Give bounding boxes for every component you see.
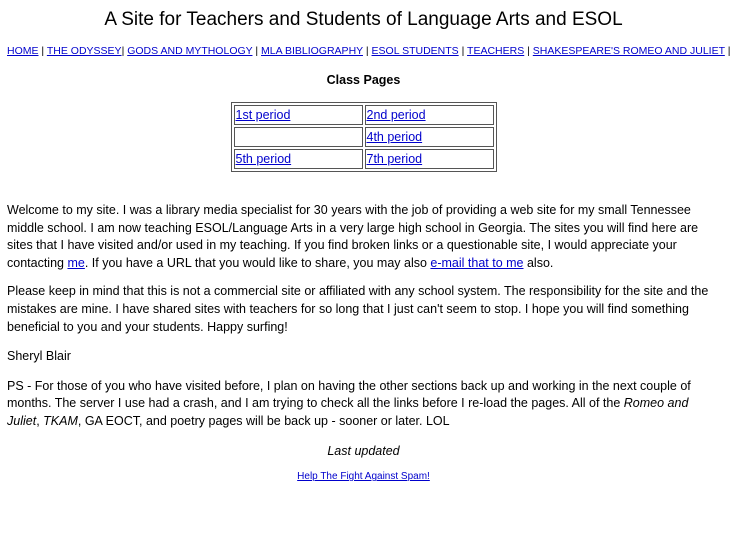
- nav-separator: |: [38, 45, 47, 57]
- period-4-link[interactable]: 4th period: [366, 130, 423, 144]
- welcome-text: Welcome to my site. I was a library media specialist for 30 years with the job of providing a web site for my small Tennessee middle school. I am now teaching ESOL/Language Arts in a very large high school in Georgia. The sites you will find here are sites that I have visited and/or used in my teaching. If you find broken links or a questionable site, I would appreciate your contacting: [7, 203, 699, 270]
- nav-mla-bibliography-link[interactable]: MLA BIBLIOGRAPHY: [261, 45, 363, 57]
- nav-separator: |: [524, 45, 533, 57]
- page-title: A Site for Teachers and Students of Language Arts and ESOL: [104, 9, 623, 30]
- welcome-text: . If you have a URL that you would like to share, you may also: [84, 255, 431, 270]
- table-cell: [234, 149, 363, 169]
- signature: Sheryl Blair: [7, 349, 71, 364]
- class-pages-heading: Class Pages: [326, 73, 401, 87]
- top-nav: [7, 45, 730, 57]
- table-cell: [365, 127, 494, 147]
- nav-separator: |: [362, 45, 372, 57]
- ps-text: ,: [36, 413, 44, 428]
- period-7-link[interactable]: 7th period: [366, 152, 423, 166]
- nav-teachers-link[interactable]: TEACHERS: [467, 45, 525, 57]
- nav-odyssey-link[interactable]: THE ODYSSEY: [46, 45, 122, 57]
- ps-tkam: TKAM: [43, 413, 78, 428]
- welcome-paragraph: [7, 202, 720, 272]
- period-2-link[interactable]: 2nd period: [366, 108, 426, 122]
- nav-romeo-juliet-link[interactable]: SHAKESPEARE'S ROMEO AND JULIET: [532, 45, 725, 57]
- nav-separator: |: [252, 45, 262, 57]
- nav-separator: |: [121, 45, 128, 57]
- nav-esol-students-link[interactable]: ESOL STUDENTS: [371, 45, 459, 57]
- nav-separator: |: [458, 45, 468, 57]
- ps-text: PS - For those of you who have visited before, I plan on having the other sections back up and working in the next couple of months. The server I use had a crash, and I am trying to check all the links before I re-load the pages. All of the: [7, 378, 691, 411]
- table-cell-empty: [234, 127, 363, 147]
- ps-romeo-juliet: Romeo and Juliet: [7, 396, 689, 428]
- nav-gods-mythology-link[interactable]: GODS AND MYTHOLOGY: [127, 45, 253, 57]
- ps-paragraph: [7, 378, 720, 431]
- page: [0, 8, 730, 483]
- spam-fight-link[interactable]: Help The Fight Against Spam!: [297, 471, 430, 483]
- ps-text: , GA EOCT, and poetry pages will be back up - sooner or later. LOL: [77, 413, 450, 428]
- welcome-text: also.: [523, 255, 554, 270]
- last-updated: Last updated: [327, 443, 400, 458]
- nav-separator: |: [724, 45, 730, 57]
- table-cell: [365, 149, 494, 169]
- table-cell: [234, 105, 363, 125]
- period-5-link[interactable]: 5th period: [235, 152, 292, 166]
- disclaimer-paragraph: Please keep in mind that this is not a commercial site or affiliated with any school system. The responsibility for the site and the mistakes are mine. I have shared sites with teachers for so long that I just can't seem to stop. I hope you will find something beneficial to you and your students. Happy surfing!: [7, 284, 709, 334]
- table-row: [234, 105, 494, 125]
- contact-me-link[interactable]: me: [67, 255, 85, 270]
- period-1-link[interactable]: 1st period: [235, 108, 291, 122]
- table-cell: [365, 105, 494, 125]
- spam-footer: [7, 471, 720, 482]
- table-row: [234, 149, 494, 169]
- nav-home-link[interactable]: HOME: [7, 45, 39, 57]
- class-pages-table: [231, 102, 497, 172]
- table-row: [234, 127, 494, 147]
- email-me-link[interactable]: e-mail that to me: [430, 255, 524, 270]
